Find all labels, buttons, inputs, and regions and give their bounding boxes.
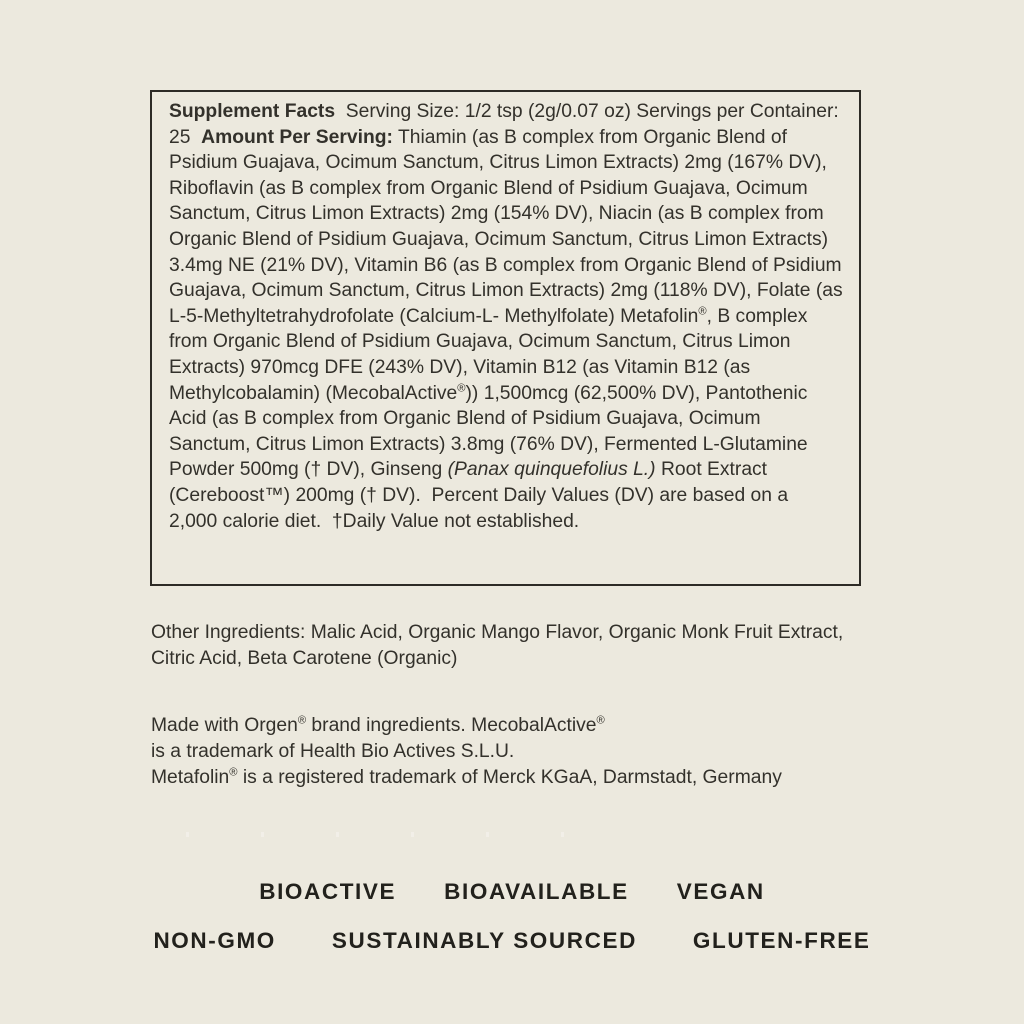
faded-text-remnant [186,832,636,837]
trademark-note-line: Made with Orgen® brand ingredients. MecobalActive® [151,714,605,736]
badge: BIOACTIVE [259,879,397,904]
badge: SUSTAINABLY SOURCED [331,928,637,953]
trademark-notes [151,713,921,791]
badge: VEGAN [676,879,765,904]
badges-row-2 [0,928,1024,954]
badge: GLUTEN-FREE [692,928,871,953]
badges-row-1 [0,879,1024,905]
trademark-note-line: is a trademark of Health Bio Actives S.L.U. [151,741,515,762]
badge: NON-GMO [153,928,276,953]
badge: BIOAVAILABLE [444,879,629,904]
supplement-facts-panel: Supplement Facts Serving Size: 1/2 tsp (2g/0.07 oz) Servings per Container: 25 Amount Per Serving: Thiamin (as B complex from Organic Blend of Psidium Guajava, Ocimum Sanctum, Citrus Limon Extracts) 2mg (167% DV), Riboflavin (as B complex from Organic Blend of Psidium Guajava, Ocimum Sanctum, Citrus Limon Extracts) 2mg (154% DV), Niacin (as B complex from Organic Blend of Psidium Guajava, Ocimum Sanctum, Citrus Limon Extracts) 3.4mg NE (21% DV), Vitamin B6 (as B complex from Organic Blend of Psidium Guajava, Ocimum Sanctum, Citrus Limon Extracts) 2mg (118% DV), Folate (as L-5-Methyltetrahydrofolate (Calcium-L- Methylfolate) Metafolin®, B complex from Organic Blend of Psidium Guajava, Ocimum Sanctum, Citrus Limon Extracts) 970mcg DFE (243% DV), Vitamin B12 (as Vitamin B12 (as Methylcobalamin) (MecobalActive®)) 1,500mcg (62,500% DV), Pantothenic Acid (as B complex from Organic Blend of Psidium Guajava, Ocimum Sanctum, Citrus Limon Extracts) 3.8mg (76% DV), Fermented L-Glutamine Powder 500mg († DV), Ginseng (Panax quinquefolius L.) Root Extract (Cereboost™) 200mg († DV). Percent Daily Values (DV) are based on a 2,000 calorie diet. †Daily Value not established. [150,90,861,586]
other-ingredients-text: Other Ingredients: Malic Acid, Organic Mango Flavor, Organic Monk Fruit Extract, Citric Acid, Beta Carotene (Organic) [151,622,849,669]
trademark-note-line: Metafolin® is a registered trademark of Merck KGaA, Darmstadt, Germany [151,766,782,788]
